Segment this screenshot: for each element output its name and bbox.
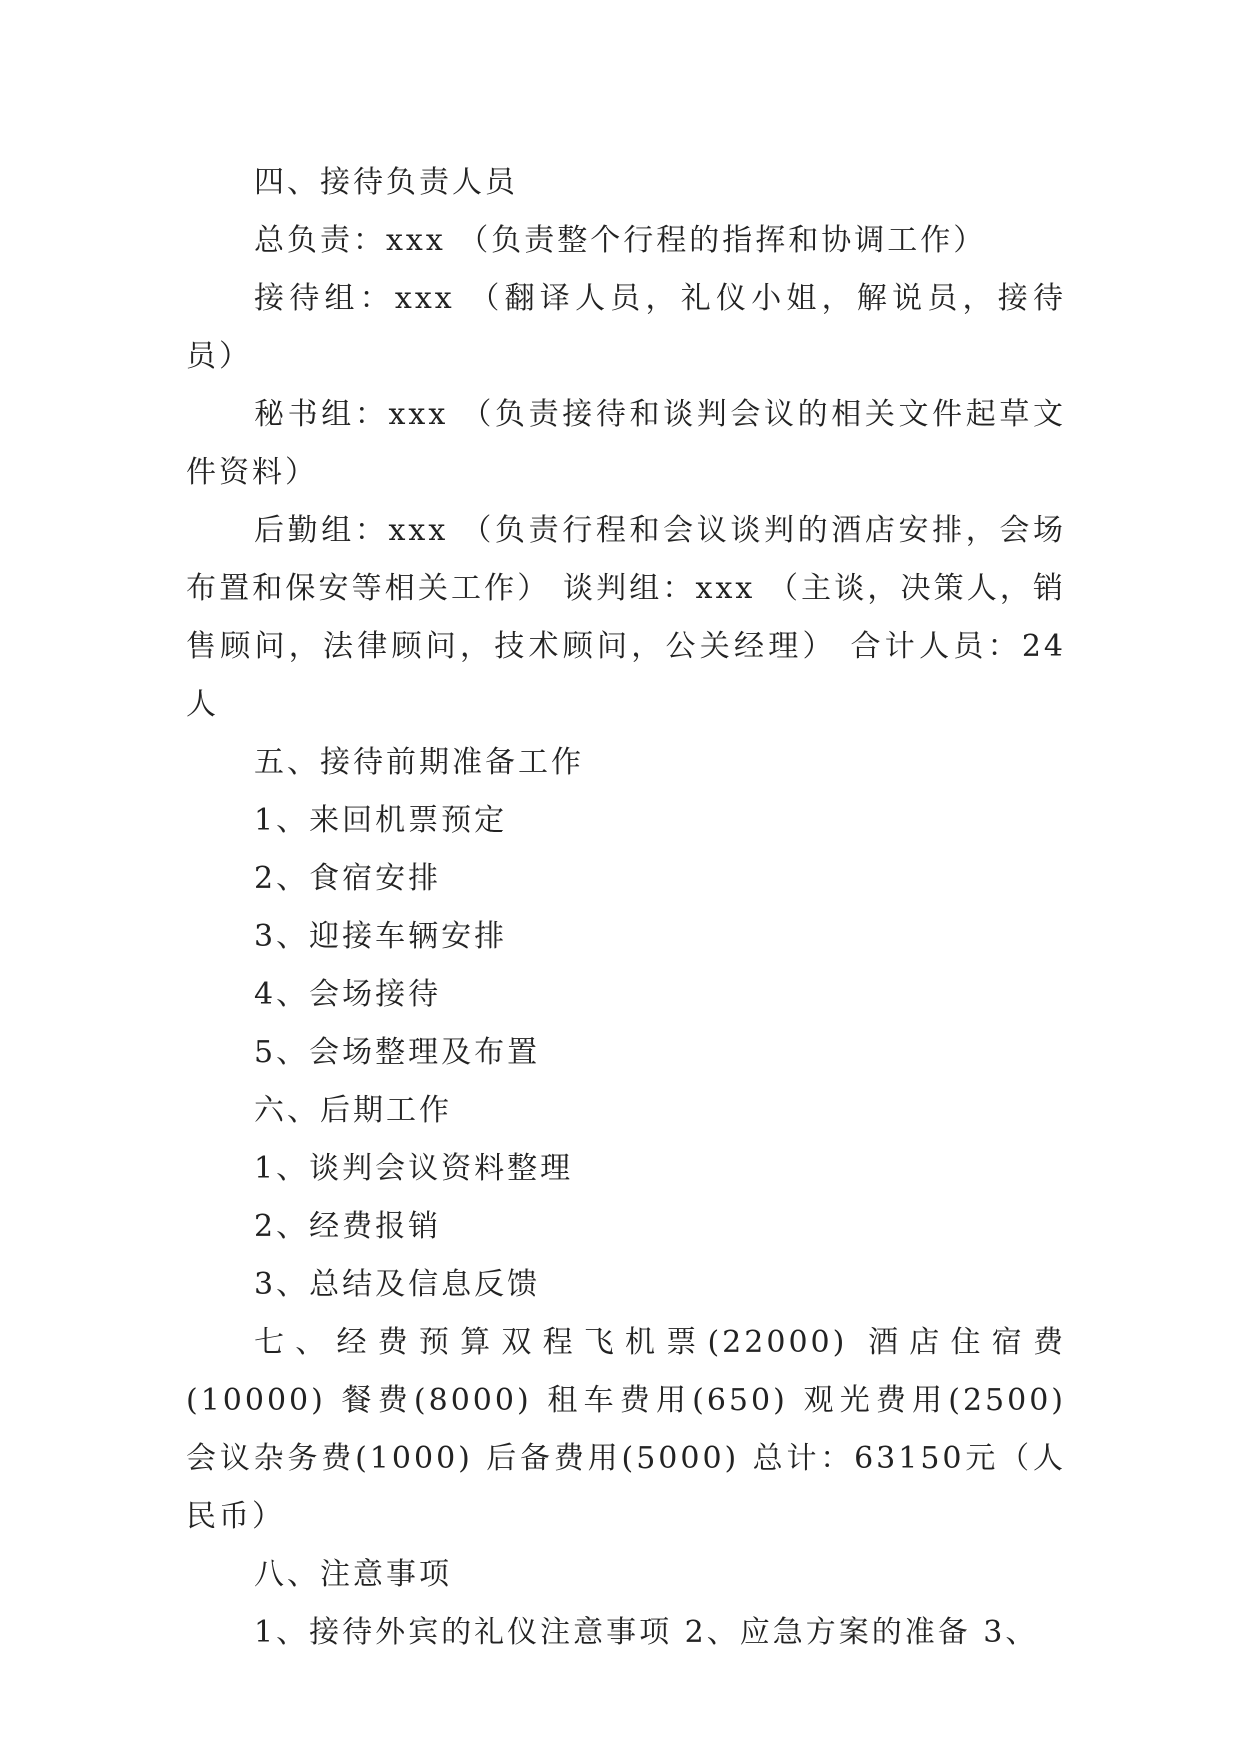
section-heading-reception-staff: 四、接待负责人员	[254, 165, 518, 200]
list-item: 1、谈判会议资料整理	[254, 1151, 574, 1186]
staff-reception-group: 接待组：xxx （翻译人员，礼仪小姐，解说员，接待员）	[186, 281, 1066, 374]
list-item: 3、迎接车辆安排	[254, 919, 508, 954]
list-item: 4、会场接待	[254, 977, 442, 1012]
list-item: 2、食宿安排	[254, 861, 442, 896]
list-item: 3、总结及信息反馈	[254, 1267, 541, 1302]
list-item: 1、来回机票预定	[254, 803, 508, 838]
section-heading-notes: 八、注意事项	[254, 1557, 452, 1592]
budget-paragraph: 七、经费预算双程飞机票(22000) 酒店住宿费(10000) 餐费(8000) 租车费用(650) 观光费用(2500) 会议杂务费(1000) 后备费用(5000) 总计：63150元（人民币）	[186, 1325, 1066, 1534]
list-item: 2、经费报销	[254, 1209, 442, 1244]
staff-secretary-group: 秘书组：xxx （负责接待和谈判会议的相关文件起草文件资料）	[186, 397, 1066, 490]
list-item: 5、会场整理及布置	[254, 1035, 541, 1070]
document-body	[186, 154, 1066, 1662]
staff-general-lead: 总负责：xxx （负责整个行程的指挥和协调工作）	[254, 223, 987, 258]
section-heading-preparation: 五、接待前期准备工作	[254, 745, 584, 780]
staff-logistics-negotiation-groups: 后勤组：xxx （负责行程和会议谈判的酒店安排，会场布置和保安等相关工作） 谈判组：xxx （主谈，决策人，销售顾问，法律顾问，技术顾问，公关经理） 合计人员：24人	[186, 513, 1066, 722]
section-heading-follow-up: 六、后期工作	[254, 1093, 452, 1128]
notes-items: 1、接待外宾的礼仪注意事项 2、应急方案的准备 3、	[254, 1615, 1039, 1650]
